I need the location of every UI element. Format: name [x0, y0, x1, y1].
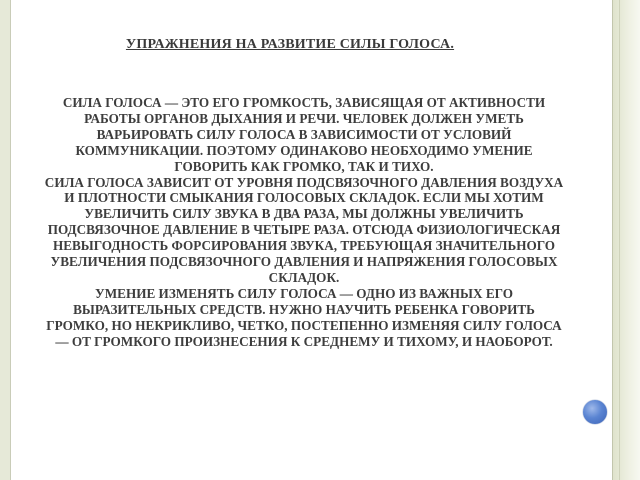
paragraph-loudness: СИЛА ГОЛОСА — ЭТО ЕГО ГРОМКОСТЬ, ЗАВИСЯЩАЯ ОТ АКТИВНОСТИ РАБОТЫ ОРГАНОВ ДЫХАНИЯ И РЕЧИ. ЧЕЛОВЕК ДОЛЖЕН УМЕТЬ ВАРЬИРОВАТЬ СИЛУ ГОЛОСА В ЗАВИСИМОСТИ ОТ УСЛОВИЙ КОММУНИКАЦИИ. ПОЭТОМУ ОДИНАКОВО НЕОБХОДИМО УМЕНИЕ ГОВОРИТЬ КАК ГРОМКО, ТАК И ТИХО. [62, 95, 546, 174]
slide-left-border [0, 0, 11, 480]
decorative-circle-icon [583, 400, 607, 424]
slide-title: УПРАЖНЕНИЯ НА РАЗВИТИЕ СИЛЫ ГОЛОСА. [125, 37, 455, 52]
slide-right-panel [612, 0, 640, 480]
slide-body [44, 95, 564, 350]
paragraph-expressive-means: УМЕНИЕ ИЗМЕНЯТЬ СИЛУ ГОЛОСА — ОДНО ИЗ ВАЖНЫХ ЕГО ВЫРАЗИТЕЛЬНЫХ СРЕДСТВ. НУЖНО НАУЧИТЬ РЕБЕНКА ГОВОРИТЬ ГРОМКО, НО НЕКРИКЛИВО, ЧЕТКО, ПОСТЕПЕННО ИЗМЕНЯЯ СИЛУ ГОЛОСА — ОТ ГРОМКОГО ПРОИЗНЕСЕНИЯ К СРЕДНЕМУ И ТИХОМУ, И НАОБОРОТ. [46, 285, 562, 349]
paragraph-subglottal-pressure: СИЛА ГОЛОСА ЗАВИСИТ ОТ УРОВНЯ ПОДСВЯЗОЧНОГО ДАВЛЕНИЯ ВОЗДУХА И ПЛОТНОСТИ СМЫКАНИЯ ГОЛОСОВЫХ СКЛАДОК. ЕСЛИ МЫ ХОТИМ УВЕЛИЧИТЬ СИЛУ ЗВУКА В ДВА РАЗА, МЫ ДОЛЖНЫ УВЕЛИЧИТЬ ПОДСВЯЗОЧНОЕ ДАВЛЕНИЕ В ЧЕТЫРЕ РАЗА. ОТСЮДА ФИЗИОЛОГИЧЕСКАЯ НЕВЫГОДНОСТЬ ФОРСИРОВАНИЯ ЗВУКА, ТРЕБУЮЩАЯ ЗНАЧИТЕЛЬНОГО УВЕЛИЧЕНИЯ ПОДСВЯЗОЧНОГО ДАВЛЕНИЯ И НАПРЯЖЕНИЯ ГОЛОСОВЫХ СКЛАДОК. [44, 174, 564, 285]
